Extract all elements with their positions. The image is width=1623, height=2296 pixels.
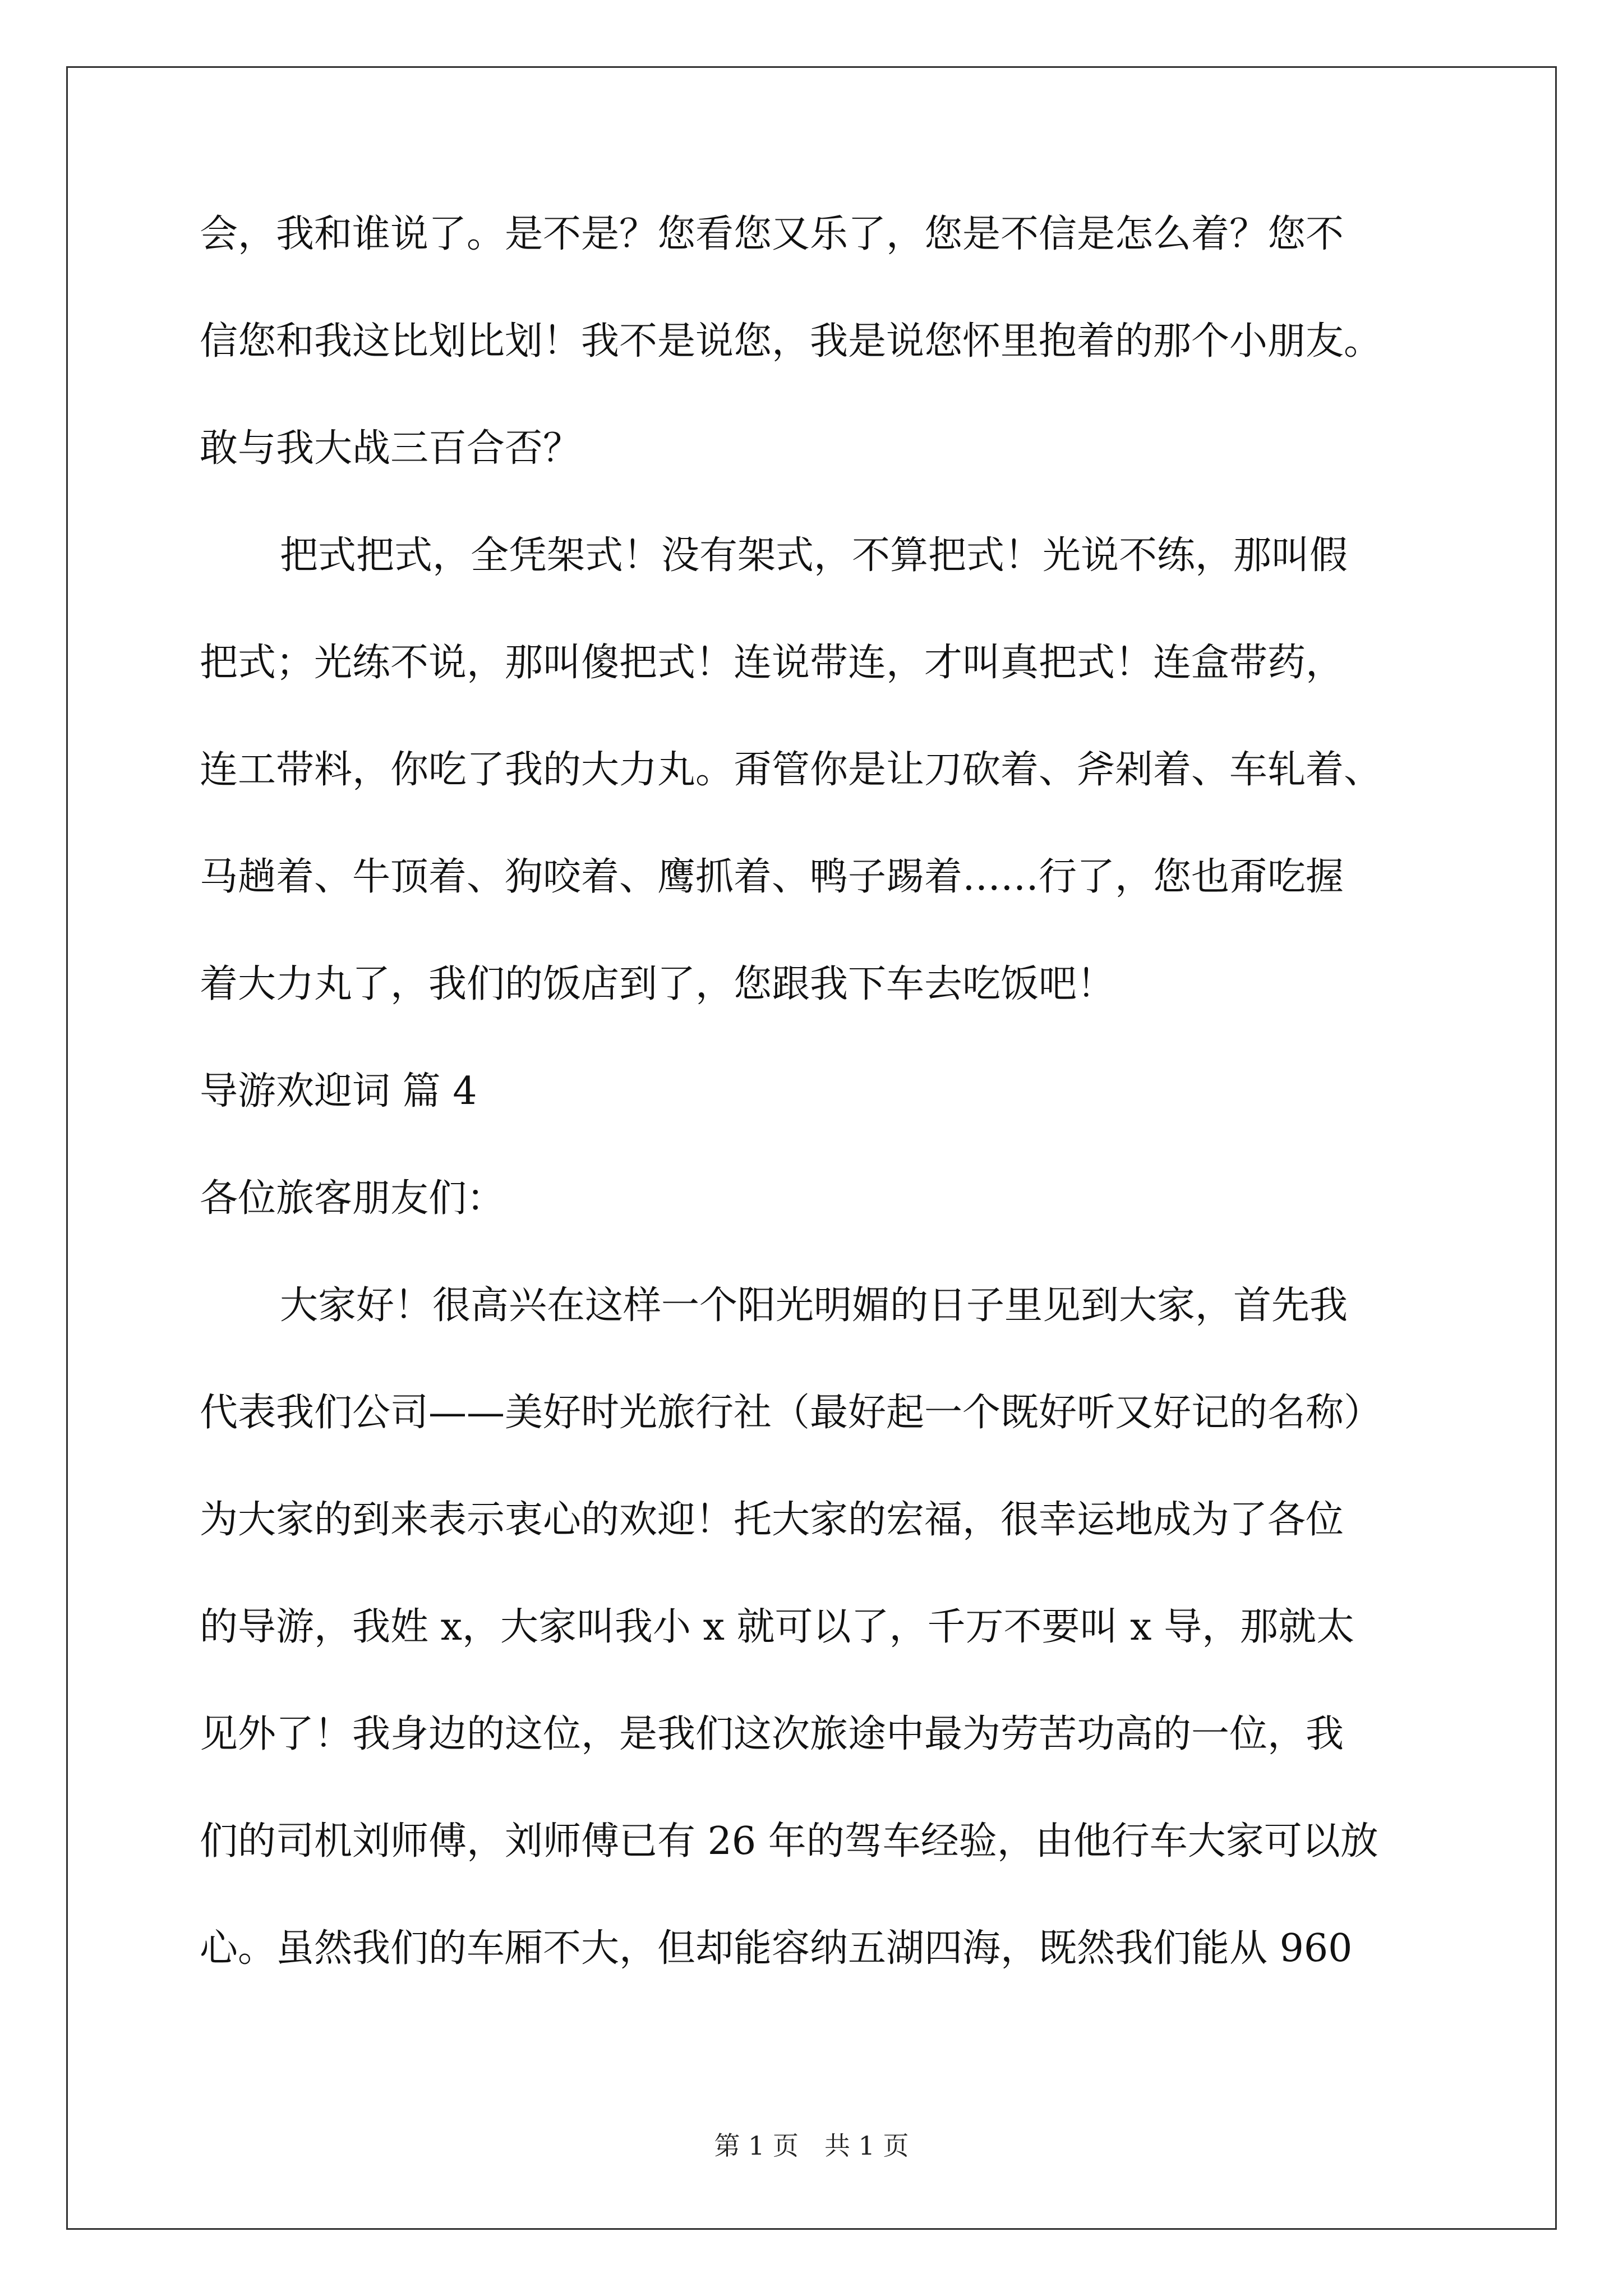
text-line: 们的司机刘师傅，刘师傅已有 26 年的驾车经验，由他行车大家可以放 bbox=[200, 1819, 1378, 1864]
text-line: 为大家的到来表示衷心的欢迎！托大家的宏福，很幸运地成为了各位 bbox=[200, 1498, 1344, 1542]
text-line: 连工带料，你吃了我的大力丸。甭管你是让刀砍着、斧剁着、车轧着、 bbox=[200, 748, 1382, 792]
text-line: 着大力丸了，我们的饭店到了，您跟我下车去吃饭吧！ bbox=[200, 962, 1115, 1006]
section-heading: 导游欢迎词 篇 4 bbox=[200, 1069, 477, 1114]
page-footer: 第 1 页 共 1 页 bbox=[714, 2131, 909, 2161]
text-line: 大家好！很高兴在这样一个阳光明媚的日子里见到大家，首先我 bbox=[280, 1283, 1348, 1328]
text-line: 心。虽然我们的车厢不大，但却能容纳五湖四海，既然我们能从 960 bbox=[200, 1926, 1353, 1971]
salutation: 各位旅客朋友们： bbox=[200, 1176, 505, 1221]
text-line: 信您和我这比划比划！我不是说您，我是说您怀里抱着的那个小朋友。 bbox=[200, 319, 1382, 364]
text-line: 会，我和谁说了。是不是？您看您又乐了，您是不信是怎么着？您不 bbox=[200, 212, 1344, 256]
text-line: 把式；光练不说，那叫傻把式！连说带连，才叫真把式！连盒带药， bbox=[200, 641, 1344, 685]
document-body bbox=[200, 214, 1433, 2036]
text-line: 代表我们公司——美好时光旅行社（最好起一个既好听又好记的名称） bbox=[200, 1391, 1382, 1435]
text-line: 把式把式，全凭架式！没有架式，不算把式！光说不练，那叫假 bbox=[280, 533, 1348, 578]
text-line: 见外了！我身边的这位，是我们这次旅途中最为劳苦功高的一位，我 bbox=[200, 1712, 1344, 1756]
text-line: 马趟着、牛顶着、狗咬着、鹰抓着、鸭子踢着……行了，您也甭吃握 bbox=[200, 855, 1344, 899]
text-line: 的导游，我姓 x，大家叫我小 x 就可以了，千万不要叫 x 导，那就太 bbox=[200, 1605, 1355, 1649]
text-line: 敢与我大战三百合否？ bbox=[200, 426, 582, 471]
